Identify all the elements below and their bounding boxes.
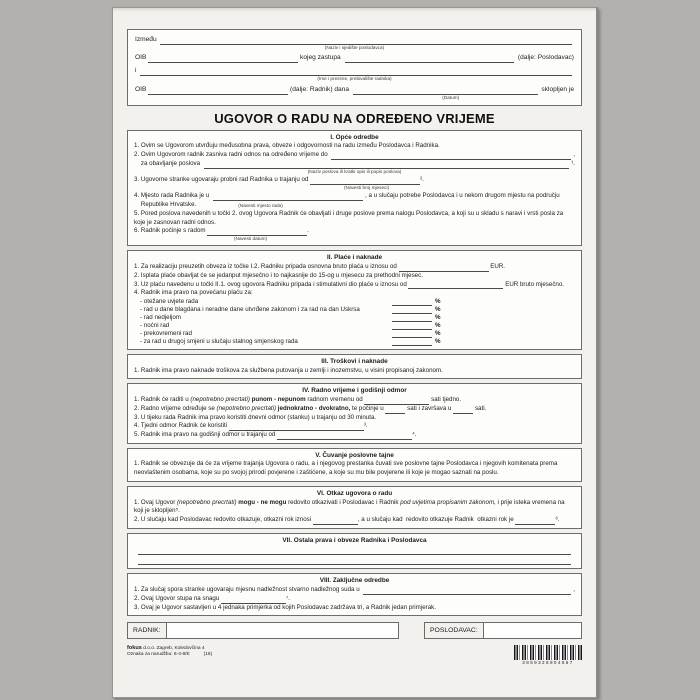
worker-notice-blank bbox=[515, 517, 555, 525]
increase-item-overtime: - prekovremeni rad bbox=[140, 330, 192, 338]
job-description-blank bbox=[204, 161, 569, 169]
clause-5-1: 1. Radnik se obvezuje da će za vrijeme trajanja Ugovora o radu, a i njegovog prestanka čuvati sve poslovne tajne Poslodavca i njegovih komitenata prema neovlaštenim osobama, koje su po svojoj prirodi povjerene i zaštićene, a koje su mu bile povjerene ili koje je mogao saznati na poslu. bbox=[134, 460, 558, 477]
increase-item-sunday: - rad nedjeljom bbox=[140, 314, 181, 322]
work-place-sublabel: (Navesti mjesto rada) bbox=[238, 203, 283, 209]
free-text-line bbox=[138, 545, 571, 555]
publisher-address: d.o.o. Zagreb, Koledovčina 4 bbox=[141, 646, 205, 652]
section-working-hours bbox=[127, 383, 582, 443]
pct-blank bbox=[392, 314, 432, 322]
clause-4-4: 4. Tjedni odmor Radnik će koristiti bbox=[134, 422, 229, 430]
clause-6-1b: (nepotrebno precrtati) bbox=[177, 498, 237, 506]
clause-4-1d: radnom vremenu od bbox=[307, 395, 365, 403]
barcode-digits: 3859328904667 bbox=[522, 660, 574, 666]
section-business-secrets bbox=[127, 448, 582, 482]
clause-1-4c: Republike Hrvatske. bbox=[134, 200, 197, 208]
footnote-4-marker: ⁴. bbox=[412, 431, 417, 439]
clause-2-3a: 3. Uz plaću navedenu u točki II.1. ovog ugovora Radniku pripada i stimulativni dio plaće u iznosu od bbox=[134, 280, 409, 288]
representative-blank bbox=[345, 55, 515, 63]
oib-employer-blank bbox=[148, 55, 298, 63]
bonus-salary-blank bbox=[408, 281, 503, 289]
start-date-sublabel: (Navesti datum) bbox=[234, 236, 268, 242]
clause-6-2a: 2. U slučaju kad Poslodavac redovito otkazuje, otkazni rok iznosi bbox=[134, 516, 313, 524]
clause-2-3b: EUR bruto mjesečno. bbox=[503, 280, 565, 288]
section-5-heading: V. Čuvanje poslovne tajne bbox=[315, 451, 394, 459]
barcode-bars bbox=[514, 645, 582, 660]
clause-4-1a: 1. Radnik će raditi u bbox=[134, 395, 191, 403]
footnote-6-marker: ⁶. bbox=[555, 516, 560, 524]
clause-4-2a: 2. Radno vrijeme određuje se bbox=[134, 404, 217, 412]
clause-2-1a: 1. Za realizaciju preuzetih obveza iz točke I.2. Radniku pripada osnovna bruto plaća u iznosu od bbox=[134, 262, 399, 270]
gross-salary-blank bbox=[399, 264, 489, 272]
clause-8-1: 1. Za slučaj spora stranke ugovaraju mjesnu nadležnost stvarno nadležnog suda u bbox=[134, 585, 362, 593]
section-2-heading: II. Plaće i naknade bbox=[326, 254, 383, 262]
section-termination bbox=[127, 486, 582, 529]
clause-1-2a-punct: , bbox=[573, 151, 575, 159]
clause-4-1e: sati tjedno. bbox=[429, 395, 462, 403]
pct-blank bbox=[392, 330, 432, 338]
section-final-provisions bbox=[127, 573, 582, 616]
footnote-1-marker: ¹. bbox=[571, 159, 575, 167]
employer-signature-label: POSLODAVAC: bbox=[430, 627, 478, 635]
clause-4-2c: jednokratno - dvokratno, bbox=[276, 404, 351, 412]
date-sublabel: (Datum) bbox=[442, 94, 460, 100]
between-label: Između bbox=[135, 36, 159, 43]
oib-employer-label: OIB bbox=[135, 54, 149, 62]
employer-notice-blank bbox=[313, 517, 358, 525]
percent-sign: % bbox=[435, 330, 441, 338]
weekly-rest-blank bbox=[229, 423, 364, 431]
clause-4-5: 5. Radnik ima pravo na godišnji odmor u trajanju od bbox=[134, 431, 278, 439]
section-7-heading: VII. Ostala prava i obveze Radnika i Poslodavca bbox=[282, 536, 427, 544]
contract-form-page bbox=[112, 7, 598, 698]
increase-item-second-shift: - za rad u drugoj smjeni u slučaju stalnog smjenskog rada bbox=[140, 338, 298, 346]
pct-blank bbox=[392, 322, 432, 330]
contract-date-blank bbox=[353, 87, 538, 95]
pct-blank bbox=[392, 298, 432, 306]
oib-worker-blank bbox=[148, 87, 288, 95]
work-place-blank bbox=[213, 193, 363, 201]
clause-1-6: 6. Radnik počinje s radom bbox=[134, 227, 208, 235]
clause-8-1-punct: , bbox=[573, 585, 575, 593]
clause-3-1: 1. Radnik ima pravo naknade troškova za službena putovanja u zemlji i inozemstvu, u visini propisanoj zakonom. bbox=[134, 366, 443, 374]
employer-signature-box bbox=[424, 622, 582, 639]
probation-sublabel: (Navesti broj mjeseci) bbox=[344, 184, 390, 190]
clause-6-1c: mogu - ne mogu bbox=[236, 498, 289, 506]
clause-1-1: 1. Ovim se Ugovorom utvrđuju međusobna prava, obveze i odgovornosti na radu između Poslodavca i Radnika. bbox=[134, 142, 440, 150]
worker-name-sublabel: (Ime i prezime, prebivalište radnika) bbox=[317, 76, 392, 82]
section-3-heading: III. Troškovi i naknade bbox=[321, 358, 388, 366]
percent-sign: % bbox=[435, 298, 441, 306]
pct-blank bbox=[392, 306, 432, 314]
footnote-7-marker: ⁷. bbox=[286, 594, 290, 602]
end-hour-blank bbox=[453, 406, 473, 414]
clause-6-1d: redovito otkazivati i Poslodavac i Radnik bbox=[288, 498, 401, 506]
worker-signature-label: RADNIK: bbox=[133, 627, 161, 635]
clause-4-3: 3. U tijeku rada Radnik ima pravo koristiti dnevni odmor (stanku) u trajanju od 30 minuta. bbox=[134, 413, 377, 421]
signature-row bbox=[127, 622, 582, 639]
footnote-2-marker: ². bbox=[420, 176, 424, 184]
clause-4-2b: (nepotrebno precrtati) bbox=[216, 404, 277, 412]
section-4-heading: IV. Radno vrijeme i godišnji odmor bbox=[302, 387, 407, 395]
start-hour-blank bbox=[385, 406, 405, 414]
concluded-label: sklopljen je bbox=[539, 85, 574, 93]
clause-2-4: 4. Radnik ima pravo na povećanu plaću za: bbox=[134, 289, 253, 297]
annual-leave-blank bbox=[277, 432, 412, 440]
percent-sign: % bbox=[435, 314, 441, 322]
clause-4-1b: (nepotrebno precrtati) bbox=[190, 395, 250, 403]
job-description-sublabel: (Naziv poslova ili kratki opis ili popis poslova) bbox=[307, 168, 402, 174]
publisher-logo: fokus bbox=[127, 645, 142, 652]
court-city-blank bbox=[363, 587, 571, 595]
contract-title: UGOVOR O RADU NA ODREĐENO VRIJEME bbox=[214, 110, 495, 126]
increase-item-night: - noćni rad bbox=[140, 322, 170, 330]
clause-4-2e: sati i završava u bbox=[405, 404, 454, 412]
clause-6-2b: , a u slučaju kad redovito otkazuje Radnik otkazni rok je bbox=[357, 516, 516, 524]
worker-suffix-label: (dalje: Radnik) dana bbox=[288, 85, 351, 93]
section-1-heading: I. Opće odredbe bbox=[330, 133, 379, 141]
effective-date-blank bbox=[221, 596, 286, 604]
clause-4-2f: sati. bbox=[473, 404, 487, 412]
section-salary bbox=[127, 250, 582, 350]
oib-worker-label: OIB bbox=[135, 85, 149, 93]
percent-sign: % bbox=[435, 306, 441, 314]
section-other-rights bbox=[127, 533, 582, 570]
percent-sign: % bbox=[435, 322, 441, 330]
represented-by-label: kojeg zastupa bbox=[298, 54, 343, 62]
footnote-3-marker: ³. bbox=[363, 422, 368, 430]
clause-1-2b: za obavljanje poslova bbox=[134, 159, 202, 167]
section-general-provisions bbox=[127, 130, 582, 247]
section-8-heading: VIII. Zaključne odredbe bbox=[319, 577, 390, 585]
clause-1-3: 3. Ugovorne stranke ugovaraju probni rad Radnika u trajanju od bbox=[134, 176, 311, 184]
clause-4-1c: punom - nepunom bbox=[249, 395, 308, 403]
clause-1-2a: 2. Ovim Ugovorom radnik zasniva radni odnos na određeno vrijeme do bbox=[134, 151, 330, 159]
clause-4-2d: te počinje u bbox=[350, 404, 386, 412]
pct-blank bbox=[392, 338, 432, 346]
worker-name-blank bbox=[140, 68, 572, 76]
term-end-blank bbox=[331, 152, 571, 160]
free-text-line bbox=[138, 555, 571, 565]
clause-6-1f: i prije isteka vremena na koji je sklopljen⁵. bbox=[134, 498, 565, 515]
weekly-hours-blank bbox=[364, 397, 429, 405]
employer-signature-field bbox=[483, 623, 581, 638]
order-code: Oznaka za narudžbu: 6-4-8/E bbox=[127, 652, 190, 658]
parties-box bbox=[127, 29, 582, 106]
and-label: i bbox=[135, 67, 139, 75]
employer-suffix-label: (dalje: Poslodavac) bbox=[516, 54, 574, 62]
clause-2-1b: EUR. bbox=[488, 262, 506, 270]
percent-sign: % bbox=[435, 338, 441, 346]
clause-8-3: 3. Ovaj je Ugovor sastavljen u 4 jednaka primjerka od kojih Poslodavac zadržava tri, a Radnik jedan primjerak. bbox=[134, 603, 436, 611]
probation-months-blank bbox=[310, 177, 420, 185]
order-number: (16) bbox=[203, 652, 213, 658]
publisher-footer bbox=[127, 645, 582, 666]
increase-item-hard-conditions: - otežane uvjete rada bbox=[140, 298, 199, 306]
clause-8-2: 2. Ovaj Ugovor stupa na snagu bbox=[134, 594, 222, 602]
clause-1-5: 5. Pored poslova navedenih u točki 2. ovog Ugovora Radnik će obavljati i druge poslove prema nalogu Poslodavca, a koji su u skladu s naravi i vrsti posla za koje je zasnovan radni odnos. bbox=[134, 209, 564, 226]
worker-signature-field bbox=[166, 623, 398, 638]
increase-item-holidays: - rad u dane blagdana i neradne dane utvrđene zakonom i za rad na dan Uskrsa bbox=[140, 306, 360, 314]
clause-1-6-punct: . bbox=[307, 227, 309, 235]
employer-name-blank bbox=[160, 37, 572, 45]
section-6-heading: VI. Otkaz ugovora o radu bbox=[316, 490, 393, 498]
clause-6-1 bbox=[134, 499, 575, 517]
worker-signature-box bbox=[127, 622, 399, 639]
start-date-blank bbox=[207, 228, 307, 236]
clause-6-1a: 1. Ovaj Ugovor bbox=[134, 498, 177, 506]
clause-6-1e: pod uvjetima propisanim zakonom, bbox=[400, 498, 496, 506]
clause-1-4b: , a u slučaju potrebe Poslodavca i u nekom drugom mjestu na području bbox=[365, 192, 560, 200]
clause-2-2: 2. Isplata plaće obavljat će se jedanput mjesečno i to najkasnije do 15-og u mjesecu za prethodni mjesec. bbox=[134, 271, 423, 279]
clause-1-4a: 4. Mjesto rada Radnika je u bbox=[134, 192, 212, 200]
barcode bbox=[514, 645, 582, 666]
employer-name-sublabel: (Naziv i sjedište poslodavca) bbox=[324, 45, 385, 50]
section-expenses bbox=[127, 354, 582, 379]
